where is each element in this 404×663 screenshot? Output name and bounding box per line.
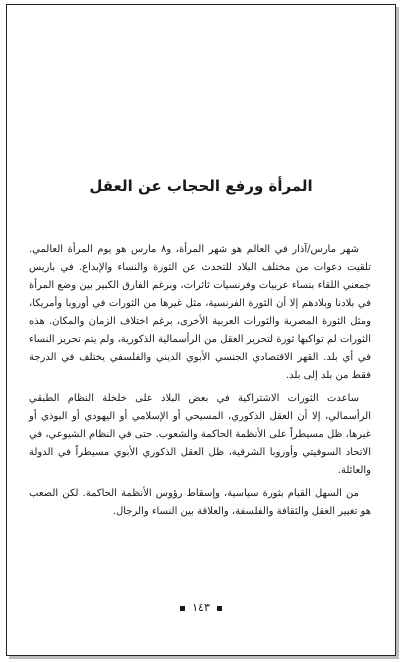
page-number: ١٤٣ (192, 601, 210, 614)
chapter-title: المرأة ورفع الحجاب عن العقل (89, 177, 313, 195)
paragraph-1: شهر مارس/آذار في العالم هو شهر المرأة، و٨ مارس هو يوم المرأة العالمي. تلقيت دعوات من مختلف البلاد للتحدث عن الثورة والنساء والإبداع. في باريس جمعني اللقاء بنساء عربيات وفرنسيات ثائرات، وبرغم الفارق الكبير بين وضع المرأة في بلادنا وبلادهم إلا أن الثورة الفرنسية، مثل غيرها من الثورات في أوروبا وأمريكا، ومثل الثورة المصرية والثورات العربية الأخرى، برغم اختلاف الزمان والمكان. هذه الثورات لم تواكبها ثورة لتحرير العقل من الرأسمالية الذكورية، ولم يتم تحرير النساء في أي بلد. القهر الاقتصادي الجنسي الأبوي الديني والفلسفي يختلف في الدرجة فقط من بلد إلى بلد. (29, 244, 371, 381)
paragraph-3: من السهل القيام بثورة سياسية، وإسقاط رؤوس الأنظمة الحاكمة. لكن الصعب هو تغيير العقل والثقافة والفلسفة، والعلاقة بين النساء والرجال. (29, 488, 371, 517)
square-bullet-icon (180, 606, 185, 611)
book-page (6, 4, 396, 656)
body-text (29, 241, 371, 526)
paragraph-2: ساعدت الثورات الاشتراكية في بعض البلاد على خلخلة النظام الطبقي الرأسمالي، إلا أن العقل الذكوري، المسيحي أو الإسلامي أو اليهودي أو البوذي أو غيرها، ظل مسيطراً على الأنظمة الحاكمة والشعوب. حتى في النظام الشيوعي، في الاتحاد السوفيتي وأوروبا الشرقية، ظل العقل الذكوري الأبوي مسيطراً في الدولة والعائلة. (29, 393, 371, 476)
square-bullet-icon (217, 606, 222, 611)
page-footer (7, 601, 395, 614)
